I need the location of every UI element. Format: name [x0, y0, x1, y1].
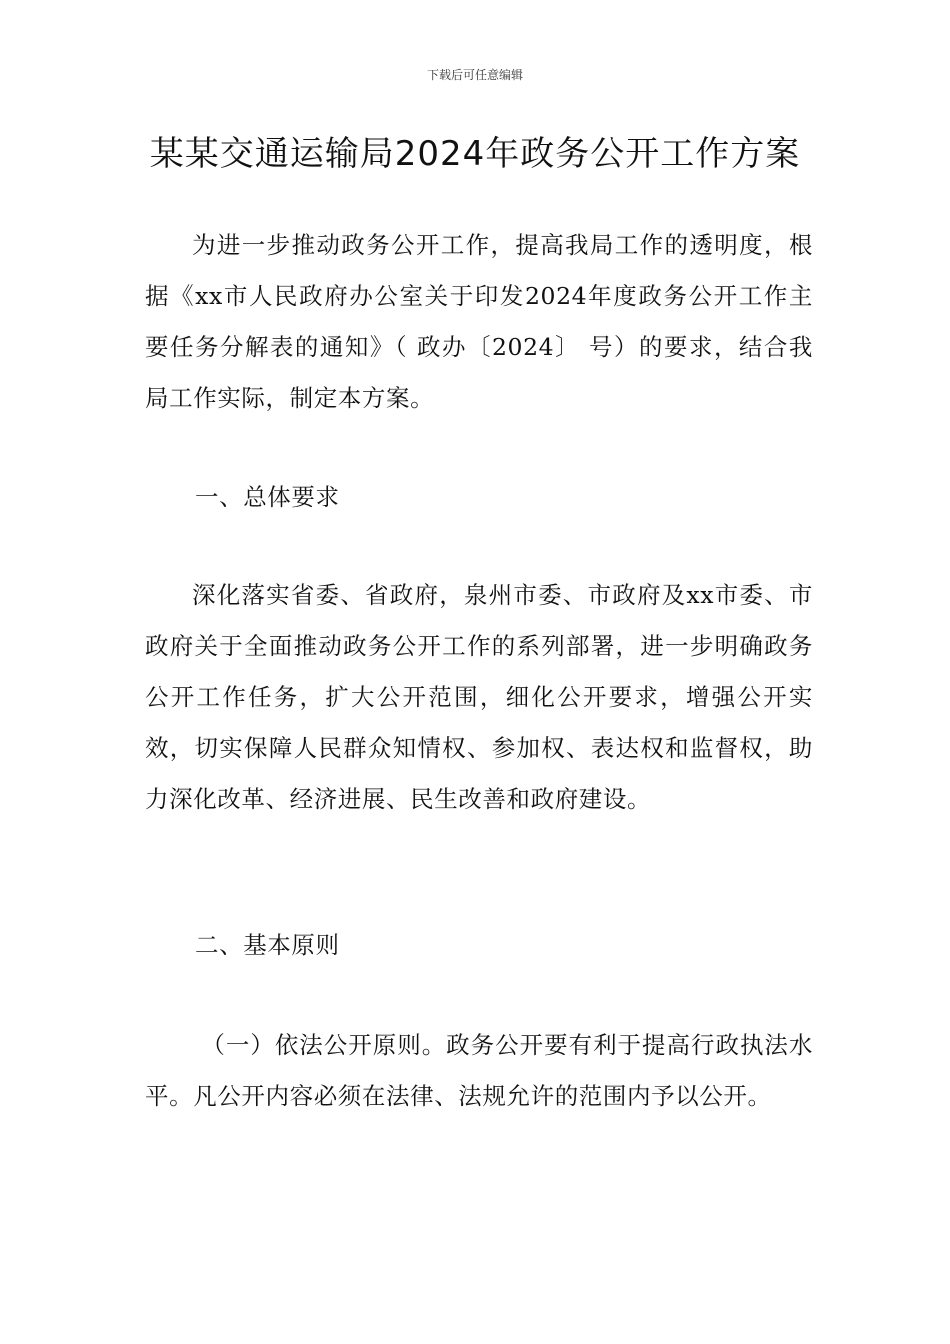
header-note: 下载后可任意编辑 — [426, 68, 523, 82]
overall-requirements-paragraph: 深化落实省委、省政府，泉州市委、市政府及xx市委、市政府关于全面推动政务公开工作的系列部署，进一步明确政务公开工作任务，扩大公开范围，细化公开要求，增强公开实效，切实保障人民群众知情权、参加权、表达权和监督权，助力深化改革、经济进展、民生改善和政府建设。 — [145, 581, 813, 813]
document-title: 某某交通运输局2024年政务公开工作方案 — [149, 134, 801, 174]
intro-paragraph: 为进一步推动政务公开工作，提高我局工作的透明度，根据《xx市人民政府办公室关于印发2024年度政务公开工作主要任务分解表的通知》（ 政办〔2024〕 号）的要求，结合我局工作实际，制定本方案。 — [145, 231, 813, 412]
section-heading-overall-requirements: 一、总体要求 — [195, 483, 340, 511]
principle-item-1-paragraph: （一）依法公开原则。政务公开要有利于提高行政执法水平。凡公开内容必须在法律、法规允许的范围内予以公开。 — [145, 1031, 813, 1110]
section-heading-basic-principles: 二、基本原则 — [195, 931, 340, 959]
